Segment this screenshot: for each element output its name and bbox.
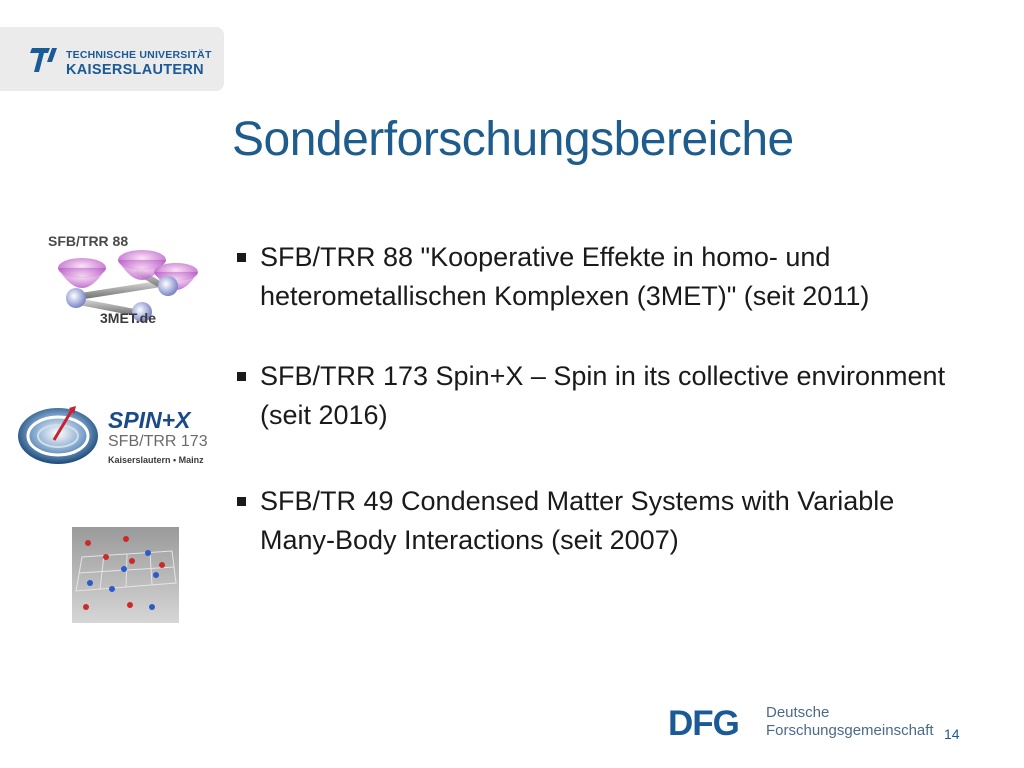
- page-number: 14: [944, 726, 960, 742]
- dfg-logo: [668, 700, 934, 748]
- dfg-name-line1: Deutsche: [766, 704, 830, 721]
- sfb-tr49-lattice-image: [72, 527, 179, 623]
- square-bullet-icon: [237, 497, 246, 506]
- bullet-list: [236, 238, 956, 560]
- list-item: [236, 238, 956, 316]
- dfg-name-line2: Forschungsgemeinschaft: [766, 722, 934, 739]
- list-item: [236, 482, 956, 560]
- university-name-line1: TECHNISCHE UNIVERSITÄT: [66, 49, 212, 61]
- sfb88-logo-label: SFB/TRR 88: [48, 233, 129, 249]
- spin-x-logo-title: SPIN+X: [108, 407, 191, 433]
- sfb88-logo-url: 3MET.de: [100, 310, 157, 326]
- dfg-logo-letters: DFG: [668, 704, 739, 743]
- bullet-text: SFB/TRR 88 "Kooperative Effekte in homo- und heterometallischen Komplexen (3MET)" (seit 2011): [260, 242, 870, 311]
- university-logo: [0, 27, 224, 91]
- spin-x-logo: [14, 398, 224, 474]
- spin-x-logo-subtitle: SFB/TRR 173: [108, 433, 208, 450]
- bullet-text: SFB/TR 49 Condensed Matter Systems with Variable Many-Body Interactions (seit 2007): [260, 486, 895, 555]
- spin-x-logo-locations: Kaiserslautern • Mainz: [108, 455, 204, 465]
- square-bullet-icon: [237, 372, 246, 381]
- square-bullet-icon: [237, 253, 246, 262]
- sfb-trr88-logo: [44, 228, 206, 326]
- university-name-line2: KAISERSLAUTERN: [66, 62, 204, 78]
- bullet-text: SFB/TRR 173 Spin+X – Spin in its collective environment (seit 2016): [260, 361, 946, 430]
- list-item: [236, 357, 956, 435]
- slide-title: Sonderforschungsbereiche: [232, 113, 794, 166]
- university-mark-icon: [30, 44, 60, 74]
